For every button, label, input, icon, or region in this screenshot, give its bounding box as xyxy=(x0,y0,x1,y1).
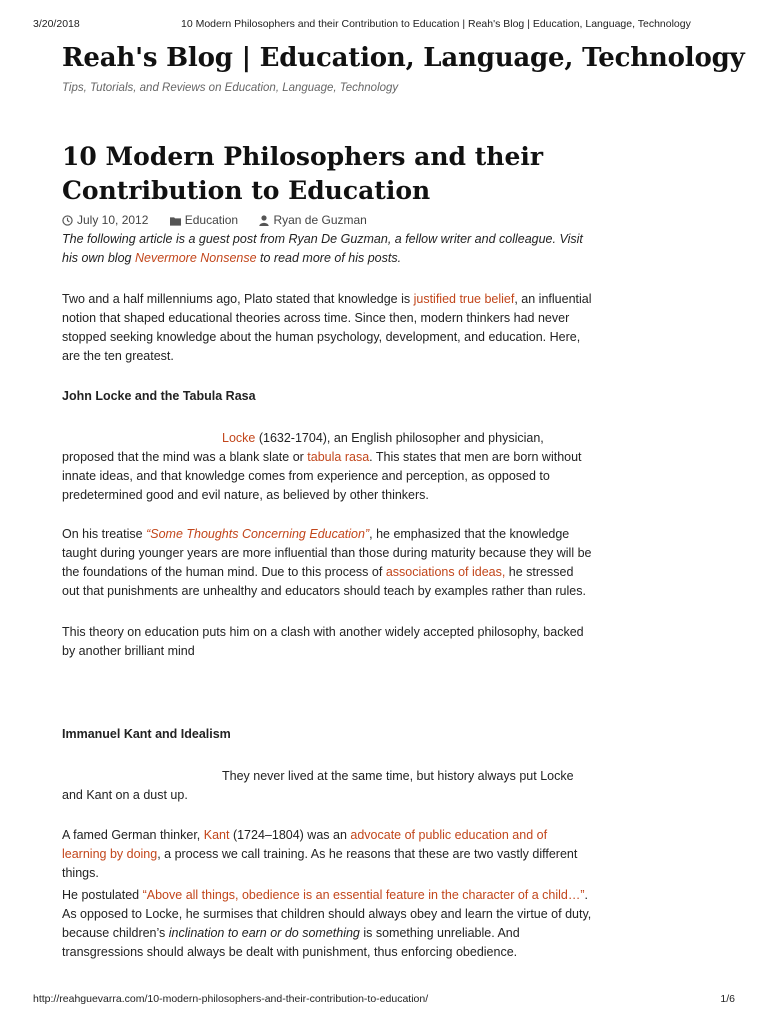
site-title[interactable]: Reah's Blog | Education, Language, Technology xyxy=(62,43,745,73)
link-some-thoughts[interactable]: “Some Thoughts Concerning Education” xyxy=(146,527,370,541)
folder-icon xyxy=(170,216,181,226)
paragraph-locke-1: Locke (1632-1704), an English philosopher and physician, proposed that the mind was a blank slate or tabula rasa. This states that men are born without innate ideas, and that knowledge comes from experience and perception, as opposed to predetermined good and evil nature, as believed by other thinkers. xyxy=(62,431,582,502)
link-associations-of-ideas[interactable]: associations of ideas, xyxy=(385,565,506,579)
link-advocate-public-education[interactable]: advocate of public education and of learning by doing xyxy=(62,828,548,861)
site-tagline: Tips, Tutorials, and Reviews on Education, Language, Technology xyxy=(62,82,399,94)
link-tabula-rasa[interactable]: tabula rasa xyxy=(307,450,370,464)
post-author-text: Ryan de Guzman xyxy=(273,213,367,227)
paragraph-locke-2: On his treatise “Some Thoughts Concerning Education”, he emphasized that the knowledge taught during younger years are more influential than those during maturity because they will be the foundations of the human mind. Due to this process of associations of ideas, he stressed out that punishments are unhealthy and educators should teach by examples rather than rules. xyxy=(62,527,592,598)
print-header xyxy=(33,18,735,32)
post-category-text: Education xyxy=(184,213,239,227)
heading-locke: John Locke and the Tabula Rasa xyxy=(62,389,256,403)
link-nevermore-nonsense[interactable]: Nevermore Nonsense xyxy=(134,251,257,265)
link-locke[interactable]: Locke xyxy=(222,431,256,445)
heading-kant: Immanuel Kant and Idealism xyxy=(62,727,231,741)
post-date[interactable] xyxy=(62,213,148,227)
print-page-number: 1/6 xyxy=(720,993,735,1005)
paragraph-plato: Two and a half millenniums ago, Plato stated that knowledge is justified true belief, an influential notion that shaped educational theories across time. Since then, modern thinkers had never stopped seeking knowledge about the human psychology, development, and education. Here, are the ten greatest. xyxy=(62,292,592,363)
article-meta xyxy=(62,213,385,227)
article-title: 10 Modern Philosophers and their Contribution to Education xyxy=(62,142,544,205)
print-url: http://reahguevarra.com/10-modern-philosophers-and-their-contribution-to-education/ xyxy=(33,993,429,1005)
user-icon xyxy=(259,215,269,226)
post-category[interactable] xyxy=(170,213,238,227)
post-date-text: July 10, 2012 xyxy=(77,213,149,227)
post-author[interactable] xyxy=(259,213,366,227)
print-page-title: 10 Modern Philosophers and their Contribution to Education | Reah's Blog | Education, Language, Technology xyxy=(181,18,691,30)
paragraph-kant-3: He postulated “Above all things, obedience is an essential feature in the character of a child…”. As opposed to Locke, he surmises that children should always obey and learn the virtue of duty, because children’s inclination to earn or do something is something unreliable. And transgressions should always be dealt with punishment, thus enforcing obedience. xyxy=(62,888,592,959)
link-justified-true-belief[interactable]: justified true belief xyxy=(413,292,515,306)
print-date: 3/20/2018 xyxy=(33,18,80,30)
clock-icon xyxy=(62,215,73,226)
intro-paragraph: The following article is a guest post from Ryan De Guzman, a fellow writer and colleague. Visit his own blog Nevermore Nonsense to read more of his posts. xyxy=(62,232,583,265)
paragraph-kant-2: A famed German thinker, Kant (1724–1804) was an advocate of public education and of learning by doing, a process we call training. As he reasons that these are two vastly different things. xyxy=(62,828,578,880)
link-kant[interactable]: Kant xyxy=(203,828,230,842)
print-footer xyxy=(33,993,735,1007)
paragraph-kant-1: They never lived at the same time, but history always put Locke and Kant on a dust up. xyxy=(62,769,574,802)
paragraph-locke-3: This theory on education puts him on a clash with another widely accepted philosophy, backed by another brilliant mind xyxy=(62,625,584,658)
link-obedience-quote[interactable]: “Above all things, obedience is an essential feature in the character of a child…” xyxy=(142,888,585,902)
